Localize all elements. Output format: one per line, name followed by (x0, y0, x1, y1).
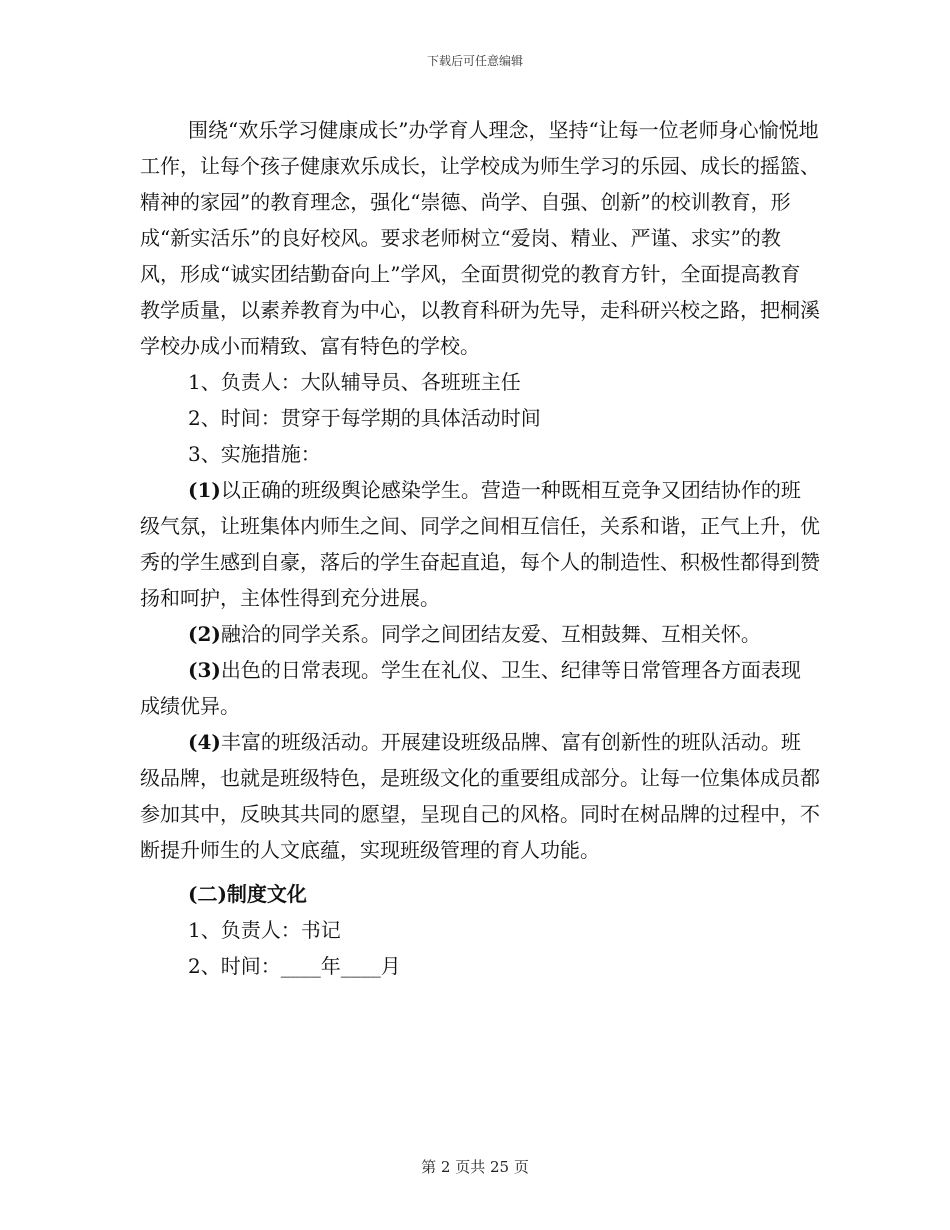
measure-2-text: 融洽的同学关系。同学之间团结友爱、互相鼓舞、互相关怀。 (220, 622, 761, 646)
section-heading-2: (二)制度文化 (188, 882, 307, 906)
item-2: 2、时间：贯穿于每学期的具体活动时间 (188, 406, 541, 430)
measure-4 (140, 724, 820, 868)
measure-4-text: 丰富的班级活动。开展建设班级品牌、富有创新性的班队活动。班级品牌，也就是班级特色，是班级文化的重要组成部分。让每一位集体成员都参加其中，反映其共同的愿望，呈现自己的风格。同时在树品牌的过程中，不断提升师生的人文底蕴，实现班级管理的育人功能。 (140, 730, 820, 862)
measure-2-number: (2) (188, 622, 221, 646)
measure-4-number: (4) (188, 730, 221, 754)
item-1: 1、负责人：大队辅导员、各班班主任 (188, 370, 521, 394)
page-header: 下载后可任意编辑 (426, 54, 523, 68)
document-body (140, 112, 820, 984)
section-2-item-1: 1、负责人：书记 (188, 918, 341, 942)
measure-1-text: 以正确的班级舆论感染学生。营造一种既相互竞争又团结协作的班级气氛，让班集体内师生之间、同学之间相互信任，关系和谐，正气上升，优秀的学生感到自豪，落后的学生奋起直追，每个人的制造性、积极性都得到赞扬和呵护，主体性得到充分进展。 (140, 478, 820, 610)
section-2-item-2: 2、时间：____年____月 (188, 954, 401, 978)
measure-3-number: (3) (188, 658, 221, 682)
measure-1-number: (1) (188, 478, 221, 502)
measure-3-text: 出色的日常表现。学生在礼仪、卫生、纪律等日常管理各方面表现成绩优异。 (140, 658, 801, 718)
page-footer: 第 2 页共 25 页 (421, 1158, 529, 1176)
measure-2 (140, 616, 820, 652)
measure-1 (140, 472, 820, 616)
measure-3 (140, 652, 820, 724)
item-3: 3、实施措施： (188, 442, 321, 466)
intro-paragraph: 围绕“欢乐学习健康成长”办学育人理念，坚持“让每一位老师身心愉悦地工作，让每个孩子健康欢乐成长，让学校成为师生学习的乐园、成长的摇篮、精神的家园”的教育理念，强化“崇德、尚学、自强、创新”的校训教育，形成“新实活乐”的良好校风。要求老师树立“爱岗、精业、严谨、求实”的教风，形成“诚实团结勤奋向上”学风，全面贯彻党的教育方针，全面提高教育教学质量，以素养教育为中心，以教育科研为先导，走科研兴校之路，把桐溪学校办成小而精致、富有特色的学校。 (140, 118, 820, 358)
